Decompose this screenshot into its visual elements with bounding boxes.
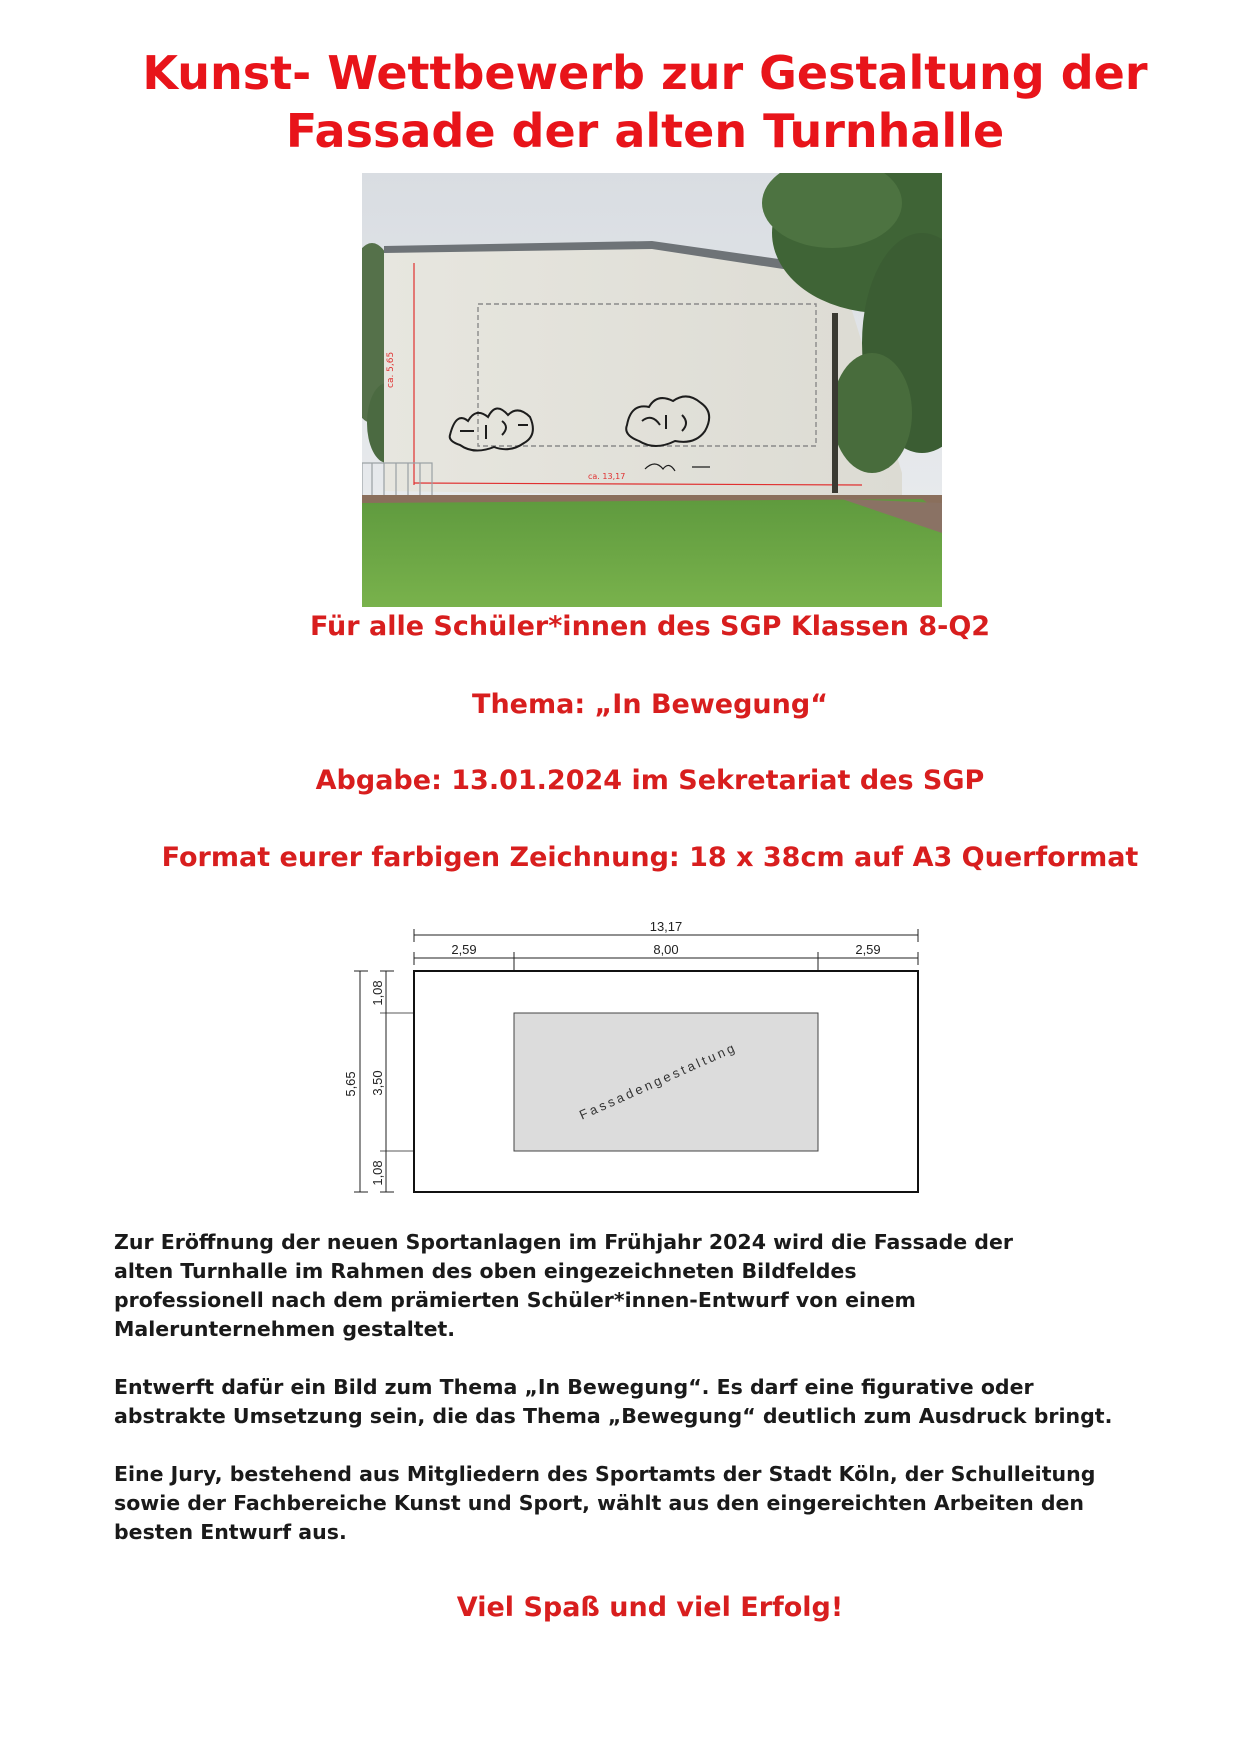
- facade-photo: [362, 173, 942, 607]
- title-line-2: Fassade der alten Turnhalle: [285, 104, 1005, 158]
- theme-text: Thema: „In Bewegung“: [472, 689, 828, 720]
- page-title: [0, 44, 1240, 160]
- dim-bottom-margin: 1,08: [370, 1160, 385, 1186]
- paragraph-1-line: Malerunternehmen gestaltet.: [114, 1317, 456, 1341]
- facade-photo-illustration: [362, 173, 942, 607]
- paragraph-2-line: abstrakte Umsetzung sein, die das Thema „Bewegung“ deutlich zum Ausdruck bringt.: [114, 1404, 1113, 1428]
- paragraph-1: [114, 1228, 1174, 1344]
- photo-width-label: ca. 13,17: [588, 472, 626, 481]
- photo-height-label: ca. 5,65: [386, 351, 396, 388]
- design-field-label: Fassadengestaltung: [576, 1039, 740, 1123]
- paragraph-3-line: besten Entwurf aus.: [114, 1520, 347, 1544]
- dim-top-margin: 1,08: [370, 980, 385, 1006]
- paragraph-2-line: Entwerft dafür ein Bild zum Thema „In Bewegung“. Es darf eine figurative oder: [114, 1375, 1034, 1399]
- dim-field-height: 3,50: [370, 1070, 385, 1096]
- deadline-text: Abgabe: 13.01.2024 im Sekretariat des SGP: [315, 765, 985, 796]
- dim-field-width: 8,00: [653, 942, 679, 957]
- audience-text: Für alle Schüler*innen des SGP Klassen 8-Q2: [309, 611, 991, 642]
- paragraph-3-line: sowie der Fachbereiche Kunst und Sport, wählt aus den eingereichten Arbeiten den: [114, 1491, 1085, 1515]
- paragraph-2: [114, 1373, 1174, 1431]
- title-line-1: Kunst- Wettbewerb zur Gestaltung der: [142, 46, 1148, 100]
- paragraph-3: [114, 1460, 1174, 1547]
- dimension-drawing-svg: [340, 920, 940, 1210]
- format-text: Format eurer farbigen Zeichnung: 18 x 38cm auf A3 Querformat: [161, 842, 1139, 873]
- dimension-drawing: [340, 920, 940, 1214]
- dim-right-margin: 2,59: [855, 942, 881, 957]
- dim-left-margin: 2,59: [451, 942, 477, 957]
- lawn: [362, 499, 942, 607]
- closing-text: Viel Spaß und viel Erfolg!: [456, 1592, 844, 1623]
- paragraph-1-line: Zur Eröffnung der neuen Sportanlagen im Frühjahr 2024 wird die Fassade der: [114, 1230, 1013, 1254]
- paragraph-1-line: professionell nach dem prämierten Schüler*innen-Entwurf von einem: [114, 1288, 916, 1312]
- paragraph-1-line: alten Turnhalle im Rahmen des oben eingezeichneten Bildfeldes: [114, 1259, 857, 1283]
- dim-total-width: 13,17: [649, 920, 683, 934]
- paragraph-3-line: Eine Jury, bestehend aus Mitgliedern des Sportamts der Stadt Köln, der Schulleitung: [114, 1462, 1096, 1486]
- dim-total-height: 5,65: [343, 1071, 358, 1097]
